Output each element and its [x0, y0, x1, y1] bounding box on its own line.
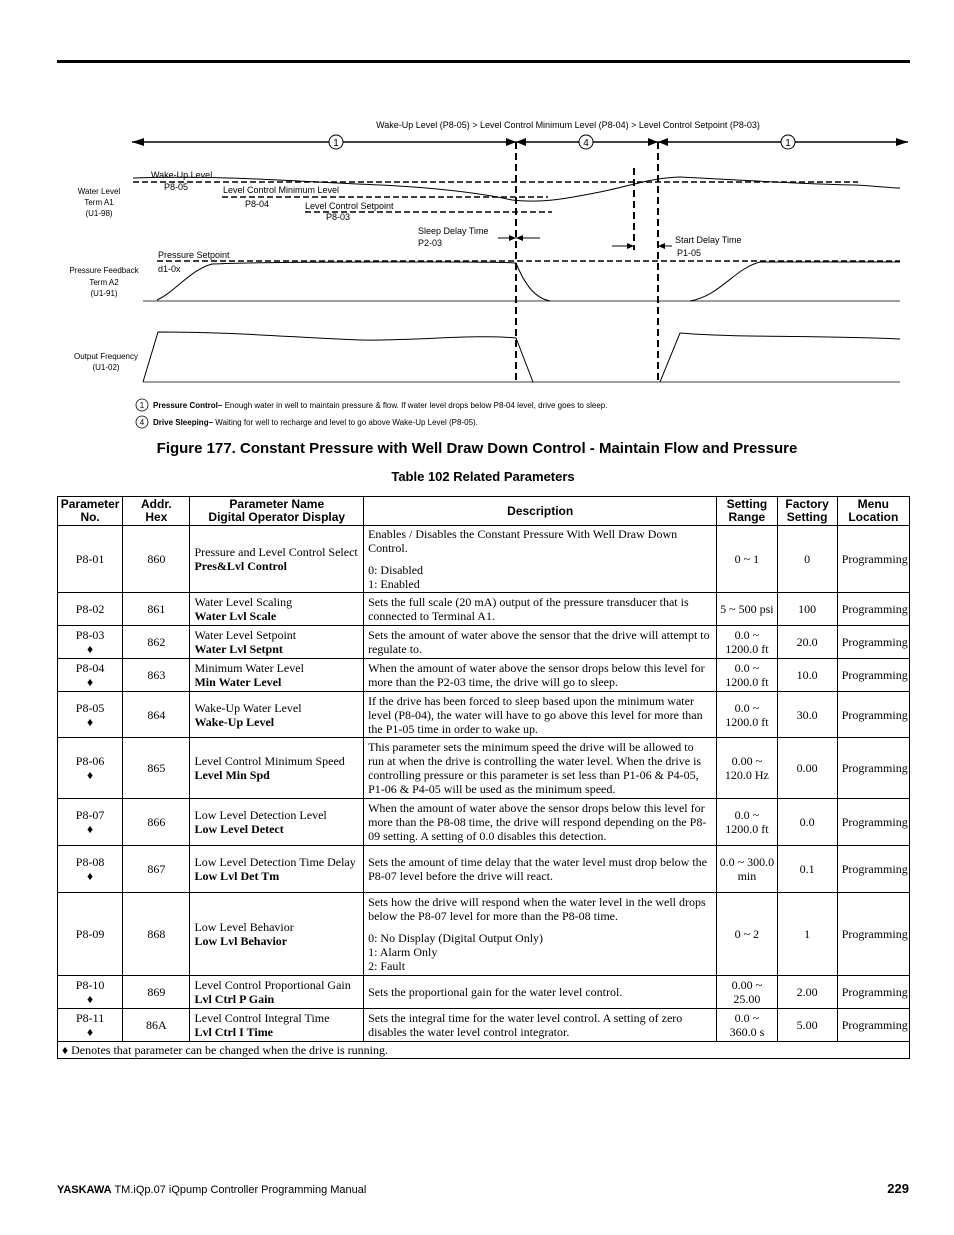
timing-diagram	[0, 0, 954, 440]
water-level-label-1: Water Level	[77, 187, 121, 196]
wake-up-level-label: Wake-Up Level	[151, 170, 213, 180]
table-row	[58, 738, 910, 799]
param-addr: 865	[123, 738, 190, 799]
start-delay-arrowhead-right	[658, 243, 665, 249]
table-row	[58, 659, 910, 692]
legend-item-1	[136, 399, 607, 411]
param-addr: 86A	[123, 1009, 190, 1042]
table-header-row	[58, 497, 910, 526]
water-level-label-2: Term A1	[84, 198, 114, 207]
pressure-param-label: d1-0x	[158, 264, 181, 274]
pressure-feedback-label-3: (U1-91)	[90, 289, 118, 298]
param-no: P8-04 ♦	[58, 659, 123, 692]
sleep-delay-arrowhead-right	[516, 235, 523, 241]
runtime-editable-icon: ♦	[87, 1025, 94, 1039]
svg-text:1: 1	[139, 401, 145, 410]
param-range: 0.0 ~ 1200.0 ft	[717, 692, 777, 738]
pressure-setpoint-label: Pressure Setpoint	[158, 250, 230, 260]
runtime-editable-icon: ♦	[87, 992, 94, 1006]
svg-text:Pressure Control– Enough water: Pressure Control– Enough water in well to maintain pressure & flow. If water level drops below P8-04 level, drive goes to sleep.	[153, 401, 608, 410]
output-frequency-curve	[143, 332, 900, 382]
param-name: Minimum Water Level Min Water Level	[190, 659, 364, 692]
legend-item-4	[136, 416, 478, 428]
param-menu: Programming	[837, 1009, 909, 1042]
param-factory: 2.00	[777, 976, 837, 1009]
param-addr: 860	[123, 526, 190, 593]
table-row	[58, 1009, 910, 1042]
param-menu: Programming	[837, 893, 909, 976]
footer-manual-title	[57, 1184, 366, 1196]
svg-text:4: 4	[583, 138, 589, 149]
param-menu: Programming	[837, 738, 909, 799]
param-description: This parameter sets the minimum speed the drive will be allowed to run at when the drive is controlling the water level. When the drive is controlling pressure or this parameter is set less than P1-06 & P4-05, P1-06 & P4-05 will be used as the minimum speed.	[364, 738, 717, 799]
param-range: 0.00 ~ 25.00	[717, 976, 777, 1009]
param-no: P8-02	[58, 593, 123, 626]
phase-marker-4	[579, 135, 593, 149]
param-name: Low Level Behavior Low Lvl Behavior	[190, 893, 364, 976]
param-no: P8-06 ♦	[58, 738, 123, 799]
param-description: When the amount of water above the sensor drops below this level for more than the P2-03 time, the drive will go to sleep.	[364, 659, 717, 692]
output-frequency-label-1: Output Frequency	[73, 352, 139, 361]
param-menu: Programming	[837, 526, 909, 593]
header-factory: Factory Setting	[777, 497, 837, 526]
param-menu: Programming	[837, 593, 909, 626]
param-range: 0.0 ~ 360.0 s	[717, 1009, 777, 1042]
param-range: 5 ~ 500 psi	[717, 593, 777, 626]
table-row	[58, 692, 910, 738]
svg-text:1: 1	[785, 138, 791, 149]
param-description: Sets how the drive will respond when the water level in the well drops below the P8-07 level for more than the P8-08 time. 0: No Display (Digital Output Only) 1: Alarm Only 2: Fault	[364, 893, 717, 976]
svg-text:Drive Sleeping– Waiting for we: Drive Sleeping– Waiting for well to recharge and level to go above Wake-Up Level (P8-05).	[153, 418, 478, 427]
param-menu: Programming	[837, 799, 909, 846]
table-footnote: ♦ Denotes that parameter can be changed when the drive is running.	[58, 1042, 910, 1059]
phase-arrow-left-head	[132, 138, 144, 146]
param-name: Low Level Detection Time Delay Low Lvl Det Tm	[190, 846, 364, 893]
phase-arrow-split-3	[658, 138, 668, 146]
table-row	[58, 846, 910, 893]
param-addr: 869	[123, 976, 190, 1009]
phase-marker-1	[329, 135, 343, 149]
param-name: Level Control Integral Time Lvl Ctrl I Time	[190, 1009, 364, 1042]
param-name: Level Control Minimum Speed Level Min Spd	[190, 738, 364, 799]
param-no: P8-03 ♦	[58, 626, 123, 659]
svg-text:1: 1	[333, 138, 339, 149]
param-factory: 0.00	[777, 738, 837, 799]
param-menu: Programming	[837, 659, 909, 692]
header-name: Parameter Name Digital Operator Display	[190, 497, 364, 526]
runtime-editable-icon: ♦	[87, 714, 94, 729]
param-name: Water Level Scaling Water Lvl Scale	[190, 593, 364, 626]
runtime-editable-icon: ♦	[87, 822, 94, 836]
param-range: 0.0 ~ 1200.0 ft	[717, 659, 777, 692]
min-param-label: P8-04	[245, 199, 270, 209]
sleep-delay-label: Sleep Delay Time	[418, 226, 489, 236]
param-no: P8-09	[58, 893, 123, 976]
header-menu: Menu Location	[837, 497, 909, 526]
phase-arrow-right-head	[896, 138, 908, 146]
param-description: Sets the integral time for the water level control. A setting of zero disables the water level control integrator.	[364, 1009, 717, 1042]
param-factory: 0.1	[777, 846, 837, 893]
sleep-param-label: P2-03	[418, 238, 443, 248]
table-row	[58, 526, 910, 593]
param-range: 0.0 ~ 1200.0 ft	[717, 626, 777, 659]
param-factory: 1	[777, 893, 837, 976]
param-factory: 0.0	[777, 799, 837, 846]
param-description: When the amount of water above the sensor drops below this level for more than the P8-08 time, the drive will respond depending on the P8-09 setting. A setting of 0.0 disables this detection.	[364, 799, 717, 846]
footer-brand: YASKAWA	[57, 1184, 112, 1196]
related-parameters-table	[57, 496, 910, 1059]
param-addr: 862	[123, 626, 190, 659]
table-row	[58, 593, 910, 626]
param-menu: Programming	[837, 626, 909, 659]
param-range: 0 ~ 1	[717, 526, 777, 593]
param-description: Sets the amount of time delay that the water level must drop below the P8-07 level before the drive will react.	[364, 846, 717, 893]
setpoint-label: Level Control Setpoint	[305, 201, 394, 211]
param-addr: 867	[123, 846, 190, 893]
param-addr: 864	[123, 692, 190, 738]
pressure-feedback-curve	[157, 262, 900, 301]
phase-arrow-split-1	[516, 138, 526, 146]
table-row	[58, 626, 910, 659]
header-param: Parameter No.	[58, 497, 123, 526]
param-no: P8-08 ♦	[58, 846, 123, 893]
param-name: Water Level Setpoint Water Lvl Setpnt	[190, 626, 364, 659]
param-factory: 30.0	[777, 692, 837, 738]
param-range: 0.0 ~ 1200.0 ft	[717, 799, 777, 846]
start-delay-arrowhead-left	[627, 243, 634, 249]
output-frequency-label-2: (U1-02)	[92, 363, 120, 372]
header-description: Description	[364, 497, 717, 526]
phase-marker-1b	[781, 135, 795, 149]
param-name: Wake-Up Water Level Wake-Up Level	[190, 692, 364, 738]
header-range: Setting Range	[717, 497, 777, 526]
param-description: Sets the amount of water above the sensor that the drive will attempt to regulate to.	[364, 626, 717, 659]
param-no: P8-10 ♦	[58, 976, 123, 1009]
start-param-label: P1-05	[677, 248, 702, 258]
param-menu: Programming	[837, 692, 909, 738]
pressure-feedback-label-1: Pressure Feedback	[69, 266, 139, 275]
param-no: P8-07 ♦	[58, 799, 123, 846]
param-description: Sets the full scale (20 mA) output of the pressure transducer that is connected to Terminal A1.	[364, 593, 717, 626]
page-number: 229	[887, 1181, 909, 1196]
table-footnote-row	[58, 1042, 910, 1059]
wake-up-param-label: P8-05	[164, 182, 189, 192]
condition-text: Wake-Up Level (P8-05) > Level Control Minimum Level (P8-04) > Level Control Setpoint (P8-03)	[376, 120, 760, 130]
param-name: Low Level Detection Level Low Level Detect	[190, 799, 364, 846]
param-addr: 863	[123, 659, 190, 692]
param-menu: Programming	[837, 976, 909, 1009]
param-description: Sets the proportional gain for the water level control.	[364, 976, 717, 1009]
figure-caption: Figure 177. Constant Pressure with Well Draw Down Control - Maintain Flow and Pressure	[156, 440, 798, 457]
runtime-editable-icon: ♦	[87, 869, 94, 883]
param-no: P8-01	[58, 526, 123, 593]
runtime-editable-icon: ♦	[87, 642, 94, 656]
start-delay-label: Start Delay Time	[675, 235, 742, 245]
pressure-feedback-label-2: Term A2	[89, 278, 119, 287]
param-range: 0.00 ~ 120.0 Hz	[717, 738, 777, 799]
table-caption: Table 102 Related Parameters	[391, 469, 575, 484]
param-addr: 868	[123, 893, 190, 976]
param-name: Pressure and Level Control Select Pres&Lvl Control	[190, 526, 364, 593]
table-row	[58, 799, 910, 846]
header-addr: Addr. Hex	[123, 497, 190, 526]
param-no: P8-11 ♦	[58, 1009, 123, 1042]
runtime-editable-icon: ♦	[87, 675, 94, 689]
param-range: 0 ~ 2	[717, 893, 777, 976]
water-level-label-3: (U1-98)	[85, 209, 113, 218]
table-row	[58, 976, 910, 1009]
param-factory: 5.00	[777, 1009, 837, 1042]
param-factory: 0	[777, 526, 837, 593]
svg-text:4: 4	[139, 418, 145, 427]
runtime-editable-icon: ♦	[87, 768, 94, 782]
param-menu: Programming	[837, 846, 909, 893]
phase-arrow-split-4	[648, 138, 658, 146]
param-addr: 866	[123, 799, 190, 846]
table-row	[58, 893, 910, 976]
param-description: Enables / Disables the Constant Pressure With Well Draw Down Control. 0: Disabled 1: Enabled	[364, 526, 717, 593]
param-factory: 100	[777, 593, 837, 626]
min-level-label: Level Control Minimum Level	[223, 185, 340, 195]
param-factory: 20.0	[777, 626, 837, 659]
footer-manual: TM.iQp.07 iQpump Controller Programming Manual	[111, 1184, 367, 1196]
param-addr: 861	[123, 593, 190, 626]
param-factory: 10.0	[777, 659, 837, 692]
param-range: 0.0 ~ 300.0 min	[717, 846, 777, 893]
param-no: P8-05 ♦	[58, 692, 123, 738]
param-description: If the drive has been forced to sleep based upon the minimum water level (P8-04), the water will have to go above this level for more than the P1-05 time in order to wake up.	[364, 692, 717, 738]
setpoint-param-label: P8-03	[326, 212, 351, 222]
sleep-delay-arrowhead-left	[509, 235, 516, 241]
phase-arrow-split-2	[506, 138, 516, 146]
param-name: Level Control Proportional Gain Lvl Ctrl P Gain	[190, 976, 364, 1009]
